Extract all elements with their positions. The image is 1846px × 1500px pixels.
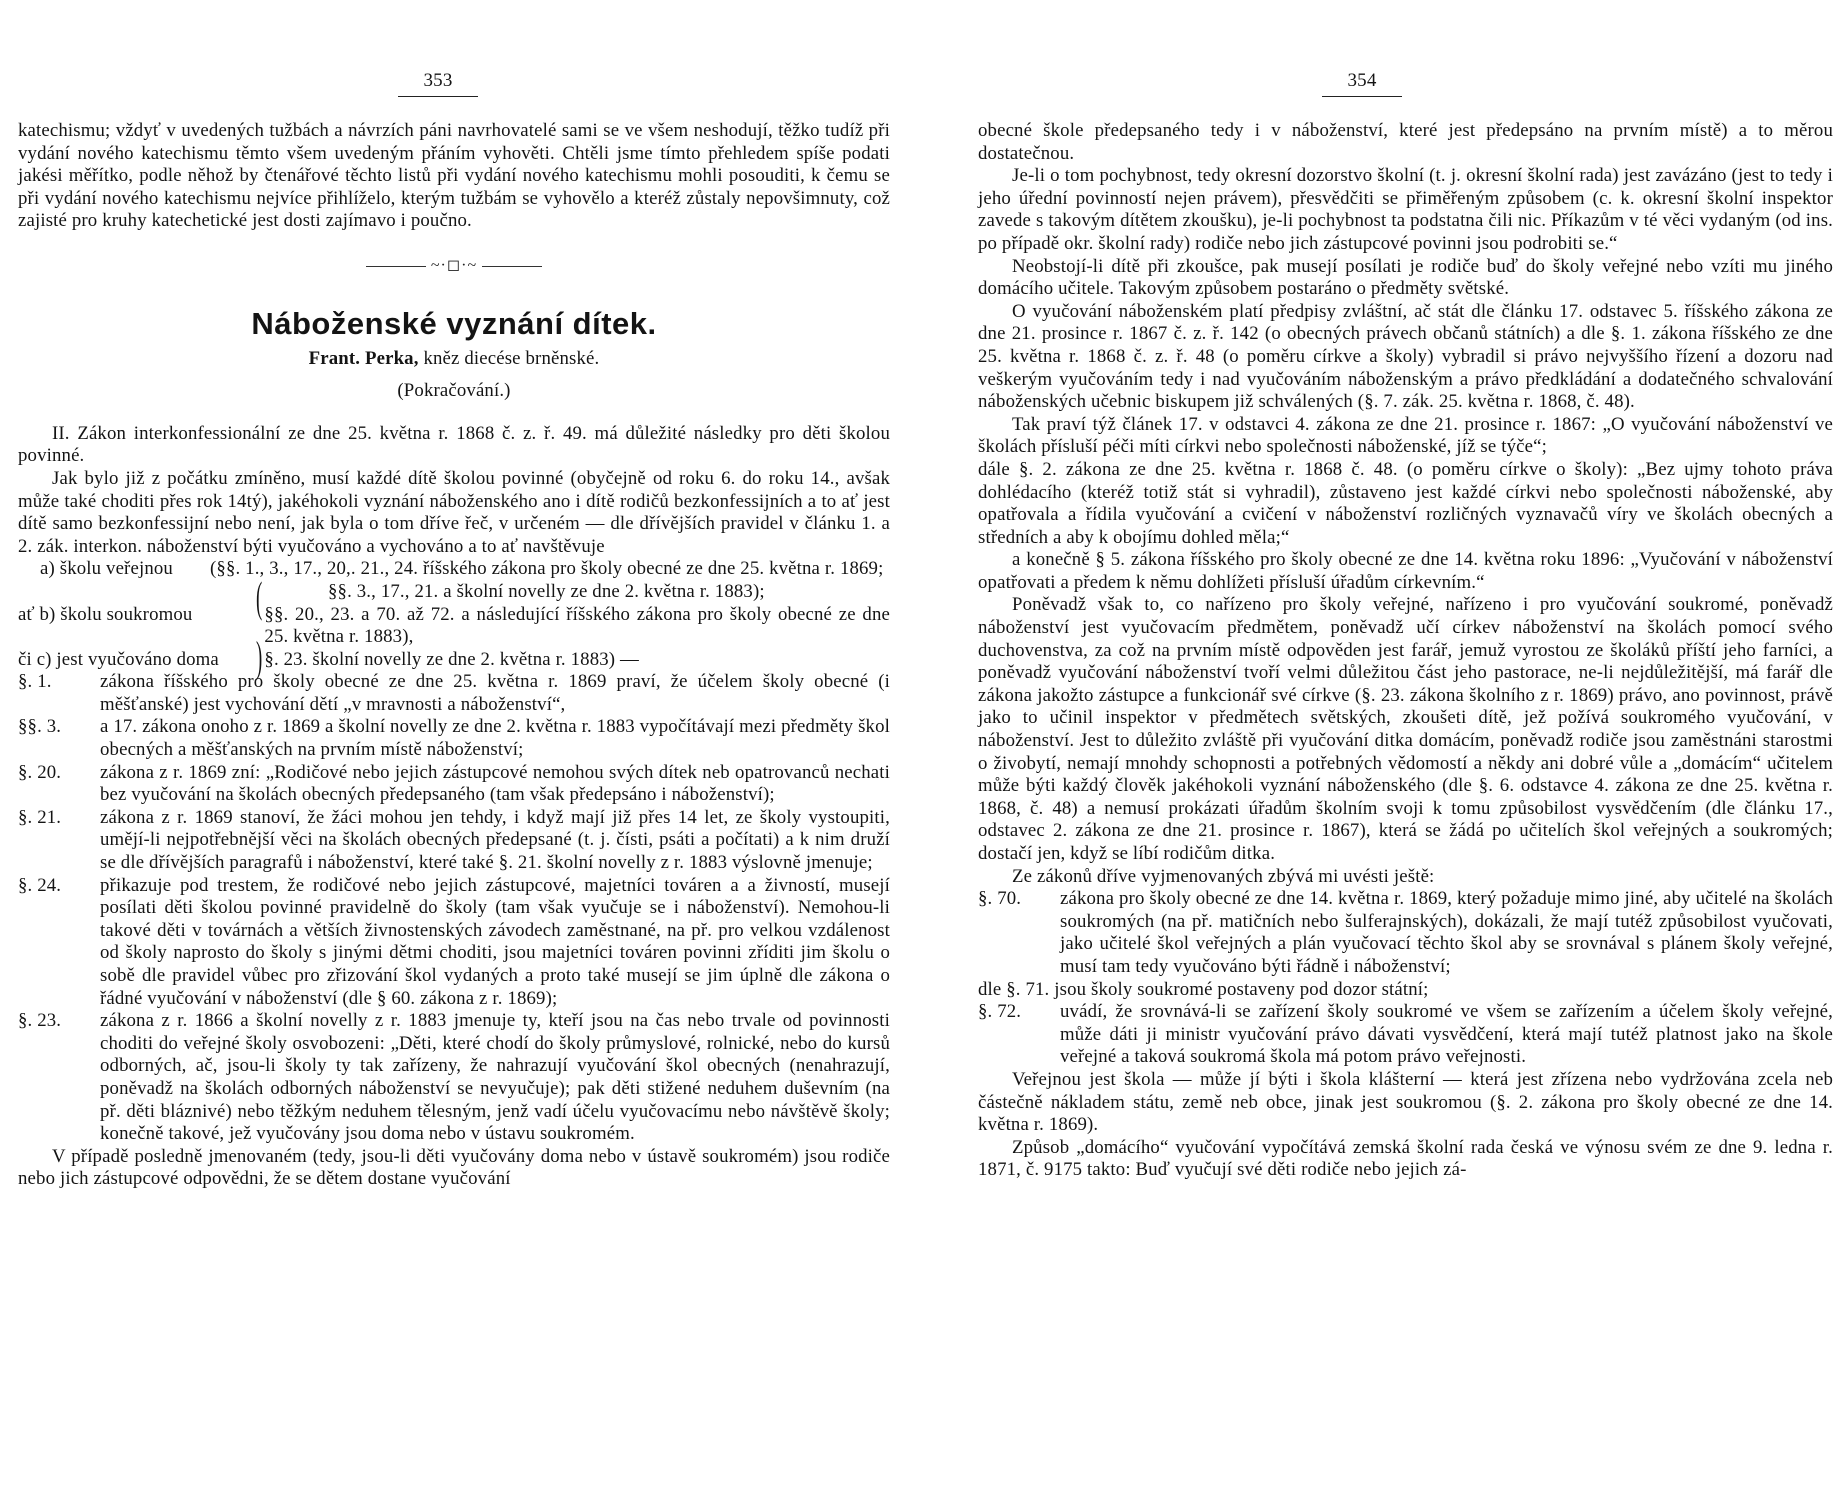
paragraph: Způsob „domácího“ vyučování vypočítává zemská školní rada česká ve výnosu svém ze dne 9. ledna r. 1871, č. 9175 takto: Buď vyučují své děti rodiče nebo jejich zá- xyxy=(978,1136,1833,1181)
brace-mark: ( xyxy=(256,574,263,623)
intro-paragraph: katechismu; vždyť v uvedených tužbách a návrzích páni navrhovatelé sami se ve všem neshodují, těžko tudíž při vydání nového katechismu těmto všem uvedeným přáním vyhověti. Chtěli jsme tímto přehledem spíše podati jakési měřítko, podle něhož by čtenářové těchto listů při vydání nového katechismu mohli posouditi, k čemu se při vydání nového katechismu nejvíce přihlíželo, kterým tužbám se vyhovělo a kteréž zůstaly nepovšimnuty, což zajisté pro kruhy katechetické jest dosti zajímavo i poučno. xyxy=(18,120,890,232)
law-number: §. 24. xyxy=(18,874,62,896)
school-type-a xyxy=(18,558,890,581)
right-page-body xyxy=(960,120,1833,1182)
school-type-text: §§. 20., 23. a 70. až 72. a následující říšského zákona pro školy obecné ze dne 25. května r. 1883), xyxy=(264,603,890,648)
law-number: §. 21. xyxy=(18,806,62,828)
paragraph: Neobstojí-li dítě při zkoušce, pak musejí posílati je rodiče buď do školy veřejné nebo vzíti mu jiného domácího učitele. Takovým způsobem postaráno o předměty světské. xyxy=(978,255,1833,300)
paragraph: O vyučování náboženském platí předpisy zvláštní, ač stát dle článku 17. odstavec 5. říšského zákona ze dne 21. prosince r. 1867 č. z. ř. 142 (o obecných právech občanů státních) a dle §. 1. zákona říšského ze dne 25. května r. 1868 č. z. ř. 48 (o poměru církve a školy) vybradil si právo nejvyššího řízení a dozoru nad veškerým vyučováním tedy i nad vyučováním náboženským a právo předkládání a dodatečného schvalování náboženských učebnic biskupem již schválených (§. 7. zák. 25. května r. 1868, č. 48). xyxy=(978,300,1833,413)
right-page xyxy=(960,0,1846,1500)
continued-note: (Pokračování.) xyxy=(397,380,511,402)
law-paragraph xyxy=(18,762,890,807)
law-paragraph xyxy=(978,888,1833,978)
paragraph: Tak praví týž článek 17. v odstavci 4. zákona ze dne 21. prosince r. 1867: „O vyučování náboženství ve školách přísluší péči míti církvi nebo společnosti náboženské, jíž se týče“; xyxy=(978,413,1833,458)
school-type-a-cont xyxy=(18,581,890,604)
law-paragraph xyxy=(18,671,890,716)
law-paragraph xyxy=(18,875,890,1011)
paragraph: dále §. 2. zákona ze dne 25. května r. 1868 č. 48. (o poměru církve o školy): „Bez ujmy tohoto práva dohlédacího (kteréž totiž stát si vyhradil), zůstaveno jest každé církvi nebo společnosti náboženské, aby opatřovala a řídila vyučování a cvičení v náboženství rozličných vyznavačů víry ve školách obecných a středních a aby k obojímu dohled měla;“ xyxy=(978,458,1833,548)
brace-mark: ) xyxy=(256,634,263,683)
school-type-text: §§. 3., 17., 21. a školní novelly ze dne 2. května r. 1883); xyxy=(328,580,765,602)
author-line xyxy=(18,348,890,371)
school-type-label: či c) jest vyučováno doma xyxy=(18,648,219,670)
left-page-body xyxy=(0,120,890,1191)
law-number: §. 1. xyxy=(18,671,52,693)
left-page xyxy=(0,0,905,1500)
law-text: zákona říšského pro školy obecné ze dne 25. května r. 1869 praví, že účelem školy obecné (i měšťanské) jest vychování dětí „v mravnosti a náboženství“, xyxy=(100,671,890,715)
law-text: zákona z r. 1866 a školní novelly z r. 1883 jmenuje ty, kteří jsou na čas nebo trvale od povinnosti choditi do veřejné školy osvobozeni: „Děti, které chodí do školy průmyslové, rolnické, nebo do kursů odborných, ač, jsou-li školy ty tak zařízeny, že nahrazují vyučování škol obecných (nenahrazují, poněvadž na školách odborných náboženství se nevyučuje); pak děti stižené neduhem duševním (na př. děti bláznivé) nebo těžkým neduhem tělesným, jenž vadí účelu vyučovacímu nebo návštěvě školy; konečně takové, jež vyučovány jsou doma nebo v ústavu soukromém. xyxy=(100,1010,890,1145)
paragraph: obecné škole předepsaného tedy i v náboženství, které jest předepsáno na prvním místě) a to měrou dostatečnou. xyxy=(978,120,1833,164)
page-number: 353 xyxy=(398,70,478,97)
ornament-divider xyxy=(18,255,890,278)
article-title: Náboženské vyznání dítek. xyxy=(251,305,657,341)
school-type-text: §. 23. školní novelly ze dne 2. května r. 1883) — xyxy=(264,648,639,670)
law-text: přikazuje pod trestem, že rodičové nebo jejich zástupcové, majetníci továren a a živností, musejí posílati děti školou povinné pravidelně do školy (tam však vyučuje se i náboženství). Nemohou-li takové děti v továrnách a větších živnostenských závodech zaměstnané, na př. pro velkou vzdálenost od školy naprosto do školy s jinými dětmi choditi, jsou majetníci továren povinni zříditi jim školu o sobě dle pravidel vůbec pro zřizování škol vydaných a proto také musejí se jim úplně dle zákona o řádné vyučování v náboženství (dle § 60. zákona z r. 1869); xyxy=(100,874,890,1009)
paragraph: II. Zákon interkonfessionální ze dne 25. května r. 1868 č. z. ř. 49. má důležité následky pro děti školou povinné. xyxy=(18,422,890,467)
school-type-c xyxy=(18,634,890,683)
law-text: a 17. zákona onoho z r. 1869 a školní novelly ze dne 2. května r. 1883 vypočítávají mezi předměty škol obecných a měšťanských na prvním místě náboženství; xyxy=(100,716,890,761)
law-number: §. 72. xyxy=(978,1001,1022,1023)
law-text: zákona z r. 1869 zní: „Rodičové nebo jejich zástupcové nemohou svých dítek neb opatrovanců nechati bez vyučování na školách obecných předepsaného (tam však předepsáno i náboženství); xyxy=(100,761,890,806)
paragraph: Ze zákonů dříve vyjmenovaných zbývá mi uvésti ještě: xyxy=(1012,865,1435,887)
paragraph: Veřejnou jest škola — může jí býti i škola klášterní — která jest zřízena nebo vydržována zcela neb částečně nákladem státu, země neb obce, jinak jest soukromou (§. 2. zákona pro školy obecné ze dne 14. května r. 1869). xyxy=(978,1068,1833,1136)
law-paragraph xyxy=(978,1001,1833,1069)
author-role: kněz diecése brněnské. xyxy=(423,347,600,369)
law-text: uvádí, že srovnává-li se zařízení školy soukromé ve všem se zařízením a účelem školy veřejné, může dáti ji ministr vyučování právo dávati vysvědčení, která mají tutéž platnost jako na škole veřejné a taková soukromá škola má potom právo veřejnosti. xyxy=(1060,1001,1833,1068)
paragraph: Je-li o tom pochybnost, tedy okresní dozorstvo školní (t. j. okresní školní rada) jest zavázáno (jest to tedy i jeho úřední povinností nejen právem), přesvědčiti se přiměřeným způsobem (c. k. okresní školní inspektor zavede s takovým dítětem zkoušku), je-li pochybnost ta podstatna čili nic. Příkazům v té věci vydaným (od ins. po případě okr. školní rady) rodiče nebo jich zástupcové povinni jsou podrobiti se.“ xyxy=(978,165,1833,254)
law-paragraph xyxy=(18,807,890,875)
paragraph: V případě posledně jmenovaném (tedy, jsou-li děti vyučovány doma nebo v ústavě soukromém) jsou rodiče nebo jich zástupcové odpovědni, že se dětem dostane vyučování xyxy=(18,1145,890,1190)
author-name: Frant. Perka, xyxy=(308,347,419,369)
paragraph: Poněvadž však to, co nařízeno pro školy veřejné, nařízeno i pro vyučování soukromé, poněvadž náboženství jest vyučovacím předmětem, poněvadž učí církev náboženství na školách pomocí svého duchovenstva, za což na prvním místě odpověden jest farář, jemuž vyrostou ze školáků příští jeho farníci, a poněvadž vyučování náboženství tvoří velmi důležitou část jeho pastorace, ne-li nejdůležitější, má farář dle zákona jakožto zástupce a funkcionář své církve (§. 23. zákona školního z r. 1869) právo, ano povinnost, právě jako to učinil inspektor v předmětech světských, zkoušeti dítě, jež požívá soukromého vyučování, v náboženství. Jest to důležito zvláště při vyučování ditka domácím, poněvadž rodiče jsou zaměstnáni starostmi o živobytí, nemají mnohdy schopnosti a potřebných vědomostí a někdy ani dobré vůle a „domácím“ učitelem může býti každý člověk jakéhokoli vyznání náboženského (dle §. 6. odstavce 4. zákona ze dne 25. května r. 1868, č. 48) a nemusí prokázati úřadům školním svoji k tomu způsobilost vysvědčením (dle článku 17., odstavec 2. zákona ze dne 21. prosince r. 1867), která se žádá po učitelích škol veřejných a soukromých; dostačí jen, když se líbí rodičům ditka. xyxy=(978,594,1833,864)
school-type-label: a) školu veřejnou xyxy=(40,558,173,580)
law-number: §§. 3. xyxy=(18,716,62,738)
paragraph: dle §. 71. jsou školy soukromé postaveny pod dozor státní; xyxy=(978,978,1429,1000)
school-type-text: (§§. 1., 3., 17., 20,. 21., 24. říšského zákona pro školy obecné ze dne 25. května r. 1869; xyxy=(210,558,884,580)
law-number: §. 20. xyxy=(18,761,62,783)
law-text: zákona z r. 1869 stanoví, že žáci mohou jen tehdy, i když mají již přes 14 let, ze školy vystoupiti, umějí-li nejpotřebnější věci na školách obecných předepsané (t. j. čísti, psáti a počítati) a k nim druží se dle dřívějších paragrafů i náboženství, které také §. 21. školní novelly z r. 1883 výslovně jmenuje; xyxy=(100,806,890,874)
law-number: §. 70. xyxy=(978,888,1022,910)
ornament-glyph: ~·◻·~ xyxy=(430,256,478,274)
law-text: zákona pro školy obecné ze dne 14. května r. 1869, který požaduje mimo jiné, aby učitelé na školách soukromých (na př. matičních nebo šulferajnských), dokázali, že mají tutéž způsobilost vyučovati, jako učitelé škol veřejných a plán vyučovací těchto škol aby se srovnával s plánem školy veřejné, musí tam tedy vyučováno býti řádně i náboženství; xyxy=(1060,888,1833,977)
paragraph: a konečně § 5. zákona říšského pro školy obecné ze dne 14. května roku 1896: „Vyučování v náboženství opatřovati a předem k němu dohlížeti přísluší úřadům církevním.“ xyxy=(978,549,1833,593)
paragraph: Jak bylo již z počátku zmíněno, musí každé dítě školou povinné (obyčejně od roku 6. do roku 14., avšak může také choditi přes rok 14tý), jakéhokoli vyznání náboženského ano i dítě rodičů bezkonfessijních a to ať jest dítě samo bezkonfessijní nebo není, jak byla o tom dříve řeč, v určeném — dle dřívějších pravidel v článku 1. a 2. zák. interkon. náboženství býti vyučováno a vychováno a to ať navštěvuje xyxy=(18,467,890,557)
law-number: §. 23. xyxy=(18,1010,62,1032)
school-type-label: ať b) školu soukromou xyxy=(18,603,193,625)
law-paragraph xyxy=(18,1010,890,1146)
law-paragraph xyxy=(18,716,890,761)
page-number: 354 xyxy=(1322,70,1402,97)
